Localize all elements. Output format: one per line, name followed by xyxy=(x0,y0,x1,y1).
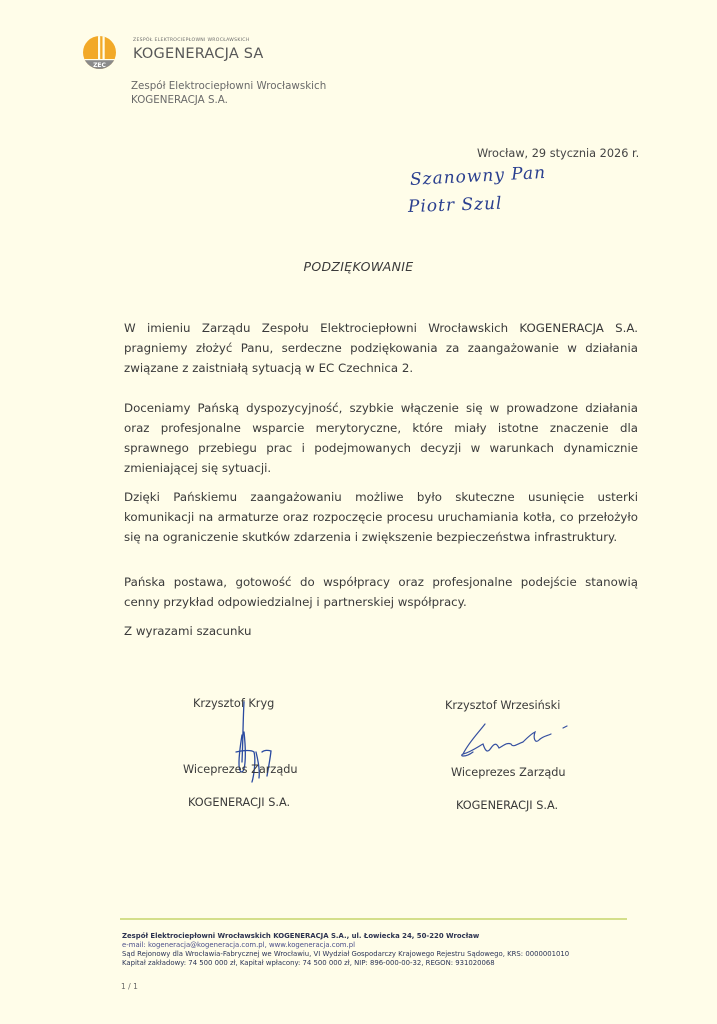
signer-name: Krzysztof Wrzesiński xyxy=(445,699,561,712)
handwritten-signature-icon xyxy=(455,722,585,762)
footer-divider xyxy=(120,918,627,920)
sender-address-line: Zespół Elektrociepłowni Wrocławskich xyxy=(131,80,327,92)
body-paragraph: Doceniamy Pańską dyspozycyjność, szybkie włączenie się w prowadzone działania oraz profesjonalne wsparcie merytoryczne, które miały istotne znaczenie dla sprawnego przebiegu prac i podejmowanych decyzji w warunkach dynamicznie zmieniającej się sytuacji. xyxy=(124,401,638,475)
body-paragraph: Pańska postawa, gotowość do współpracy oraz profesjonalne podejście stanowią cenny przykład odpowiedzialnej i partnerskiej współpracy. xyxy=(124,575,638,609)
company-logo-icon xyxy=(83,36,116,69)
signer-organization: KOGENERACJI S.A. xyxy=(188,796,291,809)
handwritten-signature-icon xyxy=(232,700,292,790)
handwritten-salutation: Szanowny Pan xyxy=(409,162,547,190)
footer-contact: e-mail: kogeneracja@kogeneracja.com.pl, www.kogeneracja.com.pl xyxy=(122,941,355,949)
footer-registry: Sąd Rejonowy dla Wrocławia-Fabrycznej we Wrocławiu, VI Wydział Gospodarczy Krajowego Rejestru Sądowego, KRS: 0000001010 xyxy=(122,950,570,958)
signer-organization: KOGENERACJI S.A. xyxy=(456,799,559,812)
footer-capital: Kapitał zakładowy: 74 500 000 zł, Kapitał wpłacony: 74 500 000 zł, NIP: 896-000-00-32, REGON: 931020068 xyxy=(122,959,495,967)
company-name: KOGENERACJA SA xyxy=(133,46,264,62)
handwritten-recipient-name: Piotr Szul xyxy=(407,193,503,217)
body-paragraph: Dzięki Pańskiemu zaangażowaniu możliwe było skuteczne usunięcie usterki komunikacji na armaturze oraz rozpoczęcie procesu uruchamiania kotła, co przełożyło się na ograniczenie skutków zdarzenia i zwiększenie bezpieczeństwa infrastruktury. xyxy=(124,490,638,544)
page-number: 1 / 1 xyxy=(121,982,138,991)
signer-role: Wiceprezes Zarządu xyxy=(451,766,566,779)
signer-role: Wiceprezes Zarządu xyxy=(183,763,298,776)
sender-address-line: KOGENERACJA S.A. xyxy=(131,94,228,106)
body-paragraph: W imieniu Zarządu Zespołu Elektrociepłowni Wrocławskich KOGENERACJA S.A. pragniemy złożyć Panu, serdeczne podziękowania za zaangażowanie w działania związane z zaistniałą sytuacją w EC Czechnica 2. xyxy=(124,321,638,375)
svg-text:ZEC: ZEC xyxy=(93,62,106,69)
footer-company-address: Zespół Elektrociepłowni Wrocławskich KOGENERACJA S.A., ul. Łowiecka 24, 50-220 Wrocław xyxy=(122,932,480,940)
letter-title: PODZIĘKOWANIE xyxy=(303,259,414,274)
signer-name: Krzysztof Kryg xyxy=(193,697,275,710)
closing-phrase: Z wyrazami szacunku xyxy=(124,624,252,638)
letter-date: Wrocław, 29 stycznia 2026 r. xyxy=(477,147,640,160)
company-tagline: ZESPÓŁ ELEKTROCIEPŁOWNI WROCŁAWSKICH xyxy=(133,38,250,43)
